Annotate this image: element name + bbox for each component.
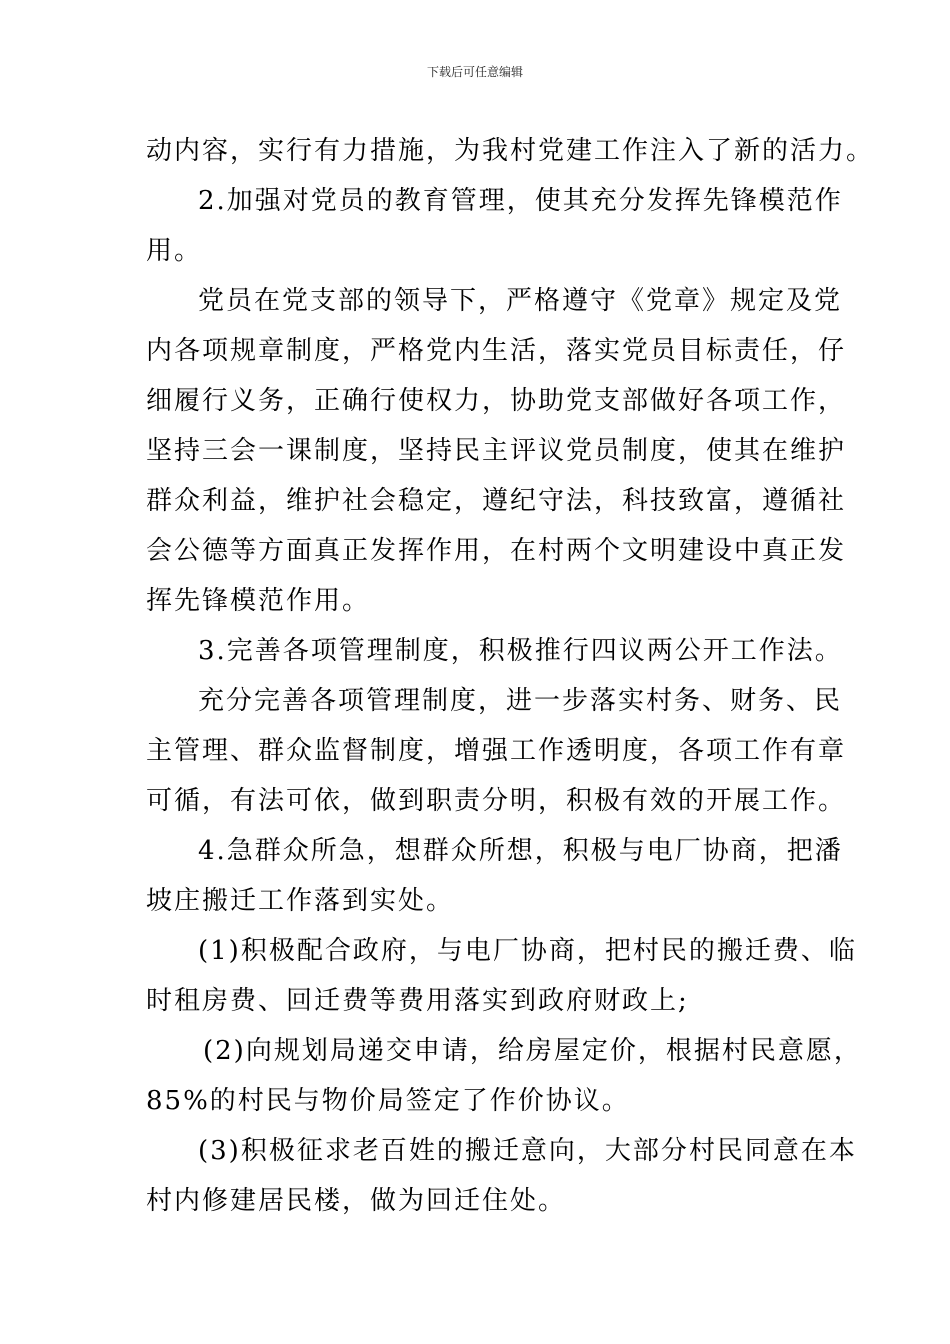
- document-body: [146, 126, 875, 1226]
- text-line: 4.急群众所急，想群众所想，积极与电厂协商，把潘: [198, 836, 843, 866]
- text-line: 细履行义务，正确行使权力，协助党支部做好各项工作，: [146, 386, 847, 416]
- text-line: 坡庄搬迁工作落到实处。: [146, 886, 455, 916]
- text-line: 3.完善各项管理制度，积极推行四议两公开工作法。: [198, 636, 843, 666]
- paragraph-4: [146, 626, 843, 676]
- page-header: 下载后可任意编辑: [426, 65, 523, 79]
- text-line: 坚持三会一课制度，坚持民主评议党员制度，使其在维护: [146, 436, 847, 466]
- text-line: 内各项规章制度，严格党内生活，落实党员目标责任，仔: [146, 336, 847, 366]
- text-line: 可循，有法可依，做到职责分明，积极有效的开展工作。: [146, 786, 847, 816]
- text-line: (3)积极征求老百姓的搬迁意向，大部分村民同意在本: [198, 1136, 857, 1166]
- text-line: 动内容，实行有力措施，为我村党建工作注入了新的活力。: [146, 136, 875, 166]
- paragraph-9: [146, 1126, 857, 1226]
- text-line: 会公德等方面真正发挥作用，在村两个文明建设中真正发: [146, 536, 847, 566]
- paragraph-8: [146, 1026, 862, 1126]
- text-line: (1)积极配合政府，与电厂协商，把村民的搬迁费、临: [198, 936, 857, 966]
- paragraph-1: [146, 126, 875, 176]
- paragraph-7: [146, 926, 857, 1026]
- paragraph-6: [146, 826, 843, 926]
- text-line: 主管理、群众监督制度，增强工作透明度，各项工作有章: [146, 736, 847, 766]
- paragraph-3: [146, 276, 847, 626]
- paragraph-5: [146, 676, 847, 826]
- text-line: 用。: [146, 236, 203, 266]
- text-line: 群众利益，维护社会稳定，遵纪守法，科技致富，遵循社: [146, 486, 847, 516]
- text-line: 时租房费、回迁费等费用落实到政府财政上;: [146, 986, 689, 1016]
- paragraph-2: [146, 176, 843, 276]
- text-line: (2)向规划局递交申请，给房屋定价，根据村民意愿，: [203, 1036, 862, 1066]
- text-line: 村内修建居民楼，做为回迁住处。: [146, 1186, 567, 1216]
- text-line: 挥先锋模范作用。: [146, 586, 371, 616]
- text-line: 充分完善各项管理制度，进一步落实村务、财务、民: [198, 686, 843, 716]
- text-line: 党员在党支部的领导下，严格遵守《党章》规定及党: [198, 286, 843, 316]
- text-line: 2.加强对党员的教育管理，使其充分发挥先锋模范作: [198, 186, 843, 216]
- text-line: 85%的村民与物价局签定了作价协议。: [146, 1086, 630, 1116]
